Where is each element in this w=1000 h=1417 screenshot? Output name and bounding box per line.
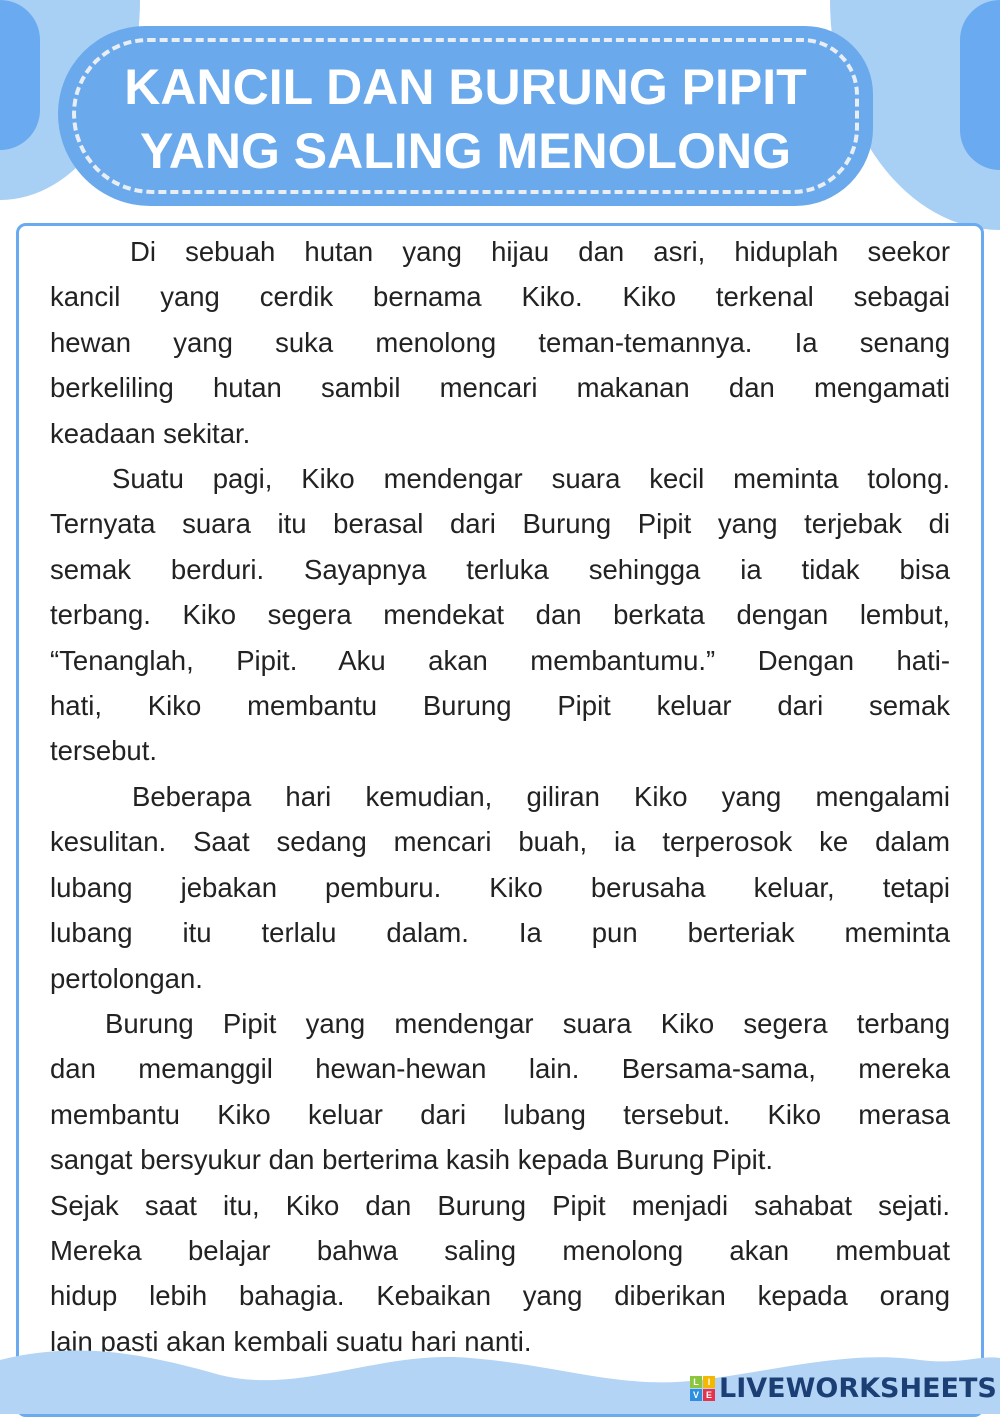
story-line: lubang jebakan pemburu. Kiko berusaha keluar, tetapi [50,871,950,903]
page-title [58,55,873,183]
story-line: kancil yang cerdik bernama Kiko. Kiko terkenal sebagai [50,281,950,313]
story-line: berkeliling hutan sambil mencari makanan dan mengamati [50,372,950,404]
story-line: Beberapa hari kemudian, giliran Kiko yang mengalami [132,780,950,812]
story-line: hewan yang suka menolong teman-temannya. Ia senang [50,326,950,358]
story-line: terbang. Kiko segera mendekat dan berkata dengan lembut, [50,599,950,631]
story-line: membantu Kiko keluar dari lubang tersebut. Kiko merasa [50,1098,950,1130]
story-paragraph [50,456,950,774]
story-text [50,229,950,1364]
title-line-1: KANCIL DAN BURUNG PIPIT [124,59,807,115]
story-line: Sejak saat itu, Kiko dan Burung Pipit menjadi sahabat sejati. [50,1189,950,1221]
story-line: kesulitan. Saat sedang mencari buah, ia terperosok ke dalam [50,826,950,858]
story-line: lain pasti akan kembali suatu hari nanti. [50,1325,532,1357]
story-line: tersebut. [50,735,158,767]
story-line: dan memanggil hewan-hewan lain. Bersama-sama, mereka [50,1053,950,1085]
story-paragraph [50,774,950,1001]
story-line: hidup lebih bahagia. Kebaikan yang diberikan kepada orang [50,1280,950,1312]
story-line: hati, Kiko membantu Burung Pipit keluar dari semak [50,690,950,722]
story-line: Di sebuah hutan yang hijau dan asri, hiduplah seekor [130,236,950,267]
liveworksheets-logo [690,1373,997,1404]
story-line: semak berduri. Sayapnya terluka sehingga ia tidak bisa [50,553,950,585]
story-line: Burung Pipit yang mendengar suara Kiko segera terbang [105,1007,950,1039]
story-line: pertolongan. [50,962,203,994]
title-line-2: YANG SALING MENOLONG [140,123,791,179]
story-paragraph [50,1183,950,1365]
story-line: Suatu pagi, Kiko mendengar suara kecil meminta tolong. [112,463,950,495]
logo-text: LIVEWORKSHEETS [719,1373,997,1404]
logo-mark-v: V [690,1389,702,1401]
story-paragraph [50,1001,950,1183]
story-line: Mereka belajar bahwa saling menolong akan membuat [50,1234,950,1266]
story-line: “Tenanglah, Pipit. Aku akan membantumu.” Dengan hati- [50,644,950,676]
live-mark-icon [690,1376,715,1401]
story-line: sangat bersyukur dan berterima kasih kepada Burung Pipit. [50,1144,774,1176]
story-line: Ternyata suara itu berasal dari Burung Pipit yang terjebak di [50,508,950,540]
corner-decoration-left-inner [0,0,40,150]
story-line: lubang itu terlalu dalam. Ia pun berteriak meminta [50,917,950,949]
story-paragraph [50,229,950,456]
logo-mark-l: L [690,1376,702,1388]
logo-mark-e: E [703,1389,715,1401]
story-line: keadaan sekitar. [50,417,251,449]
logo-mark-i: I [703,1376,715,1388]
corner-decoration-right-inner [960,0,1000,170]
